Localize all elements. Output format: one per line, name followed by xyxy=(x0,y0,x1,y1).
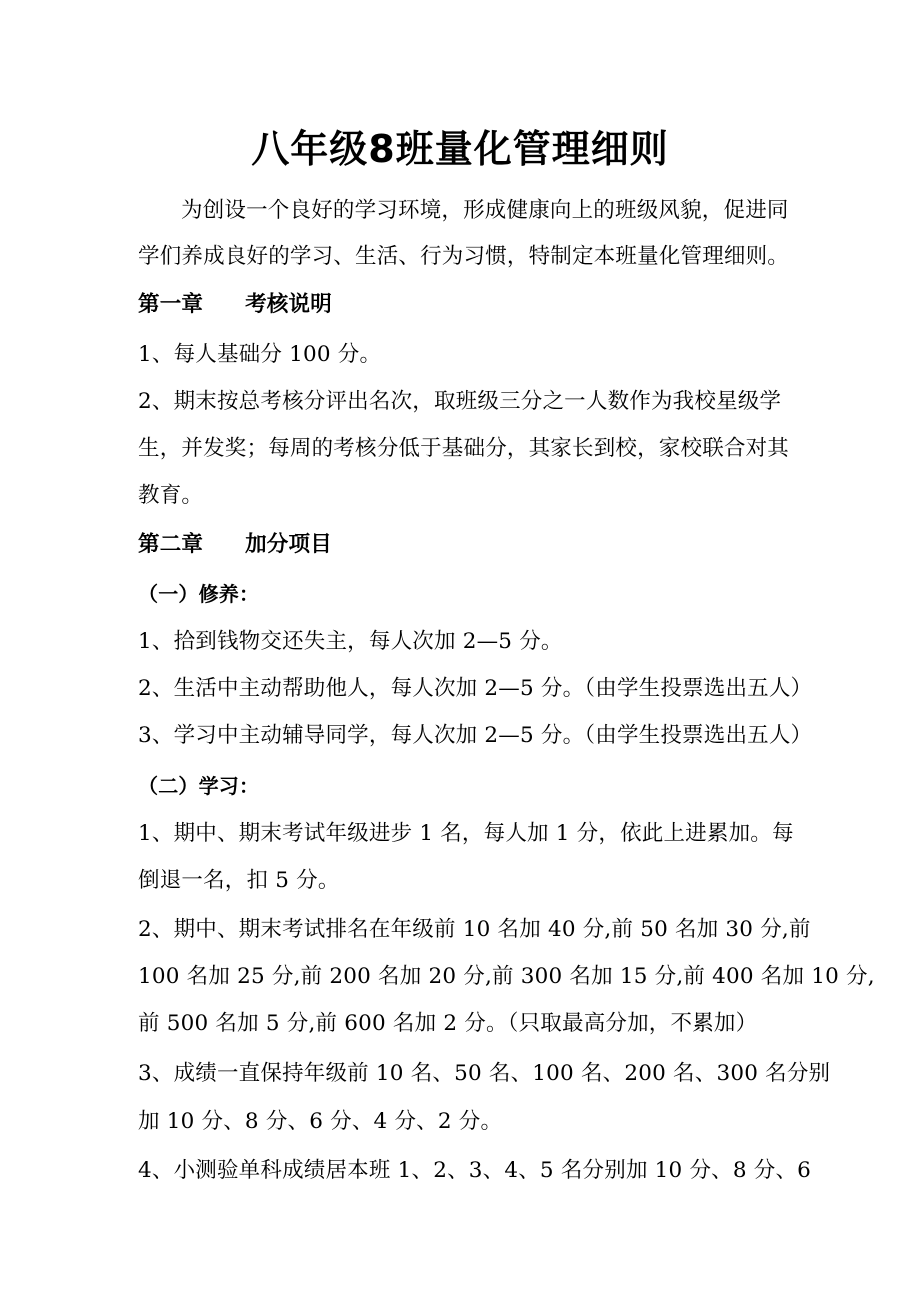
chapter-number: 第二章 xyxy=(138,532,204,557)
document-title: 八年级8班量化管理细则 xyxy=(251,127,669,171)
paragraph-line: 1、期中、期末考试年级进步 1 名，每人加 1 分，依此上进累加。每 xyxy=(138,821,794,846)
paragraph-line: 3、学习中主动辅导同学，每人次加 2—5 分。（由学生投票选出五人） xyxy=(138,723,813,748)
chapter-heading xyxy=(138,290,332,320)
chapter-heading xyxy=(138,530,332,560)
paragraph-line: 1、拾到钱物交还失主，每人次加 2—5 分。 xyxy=(138,629,563,654)
paragraph-line: 加 10 分、8 分、6 分、4 分、2 分。 xyxy=(138,1109,503,1134)
paragraph-line: 倒退一名，扣 5 分。 xyxy=(138,868,340,893)
paragraph-line: 3、成绩一直保持年级前 10 名、50 名、100 名、200 名、300 名分别 xyxy=(138,1061,831,1086)
paragraph-line: 4、小测验单科成绩居本班 1、2、3、4、5 名分别加 10 分、8 分、6 xyxy=(138,1158,812,1183)
paragraph-line: 2、期中、期末考试排名在年级前 10 名加 40 分,前 50 名加 30 分,前 xyxy=(138,917,811,942)
paragraph-line: 1、每人基础分 100 分。 xyxy=(138,342,382,367)
section-heading: （二）学习： xyxy=(138,774,260,798)
chapter-number: 第一章 xyxy=(138,292,204,317)
paragraph-line: 教育。 xyxy=(138,483,204,508)
paragraph-line: 前 500 名加 5 分,前 600 名加 2 分。（只取最高分加，不累加） xyxy=(138,1011,758,1036)
paragraph-line: 100 名加 25 分,前 200 名加 20 分,前 300 名加 15 分,前 400 名加 10 分, xyxy=(138,964,875,989)
paragraph-line: 2、生活中主动帮助他人，每人次加 2—5 分。（由学生投票选出五人） xyxy=(138,676,813,701)
paragraph-line: 生，并发奖；每周的考核分低于基础分，其家长到校，家校联合对其 xyxy=(138,436,790,461)
intro-line: 学们养成良好的学习、生活、行为习惯，特制定本班量化管理细则。 xyxy=(138,244,790,269)
chapter-name: 加分项目 xyxy=(245,532,332,557)
intro-line: 为创设一个良好的学习环境，形成健康向上的班级风貌，促进同 xyxy=(181,198,789,223)
section-heading: （一）修养： xyxy=(138,582,260,606)
chapter-name: 考核说明 xyxy=(245,292,332,317)
paragraph-line: 2、期末按总考核分评出名次，取班级三分之一人数作为我校星级学 xyxy=(138,389,782,414)
